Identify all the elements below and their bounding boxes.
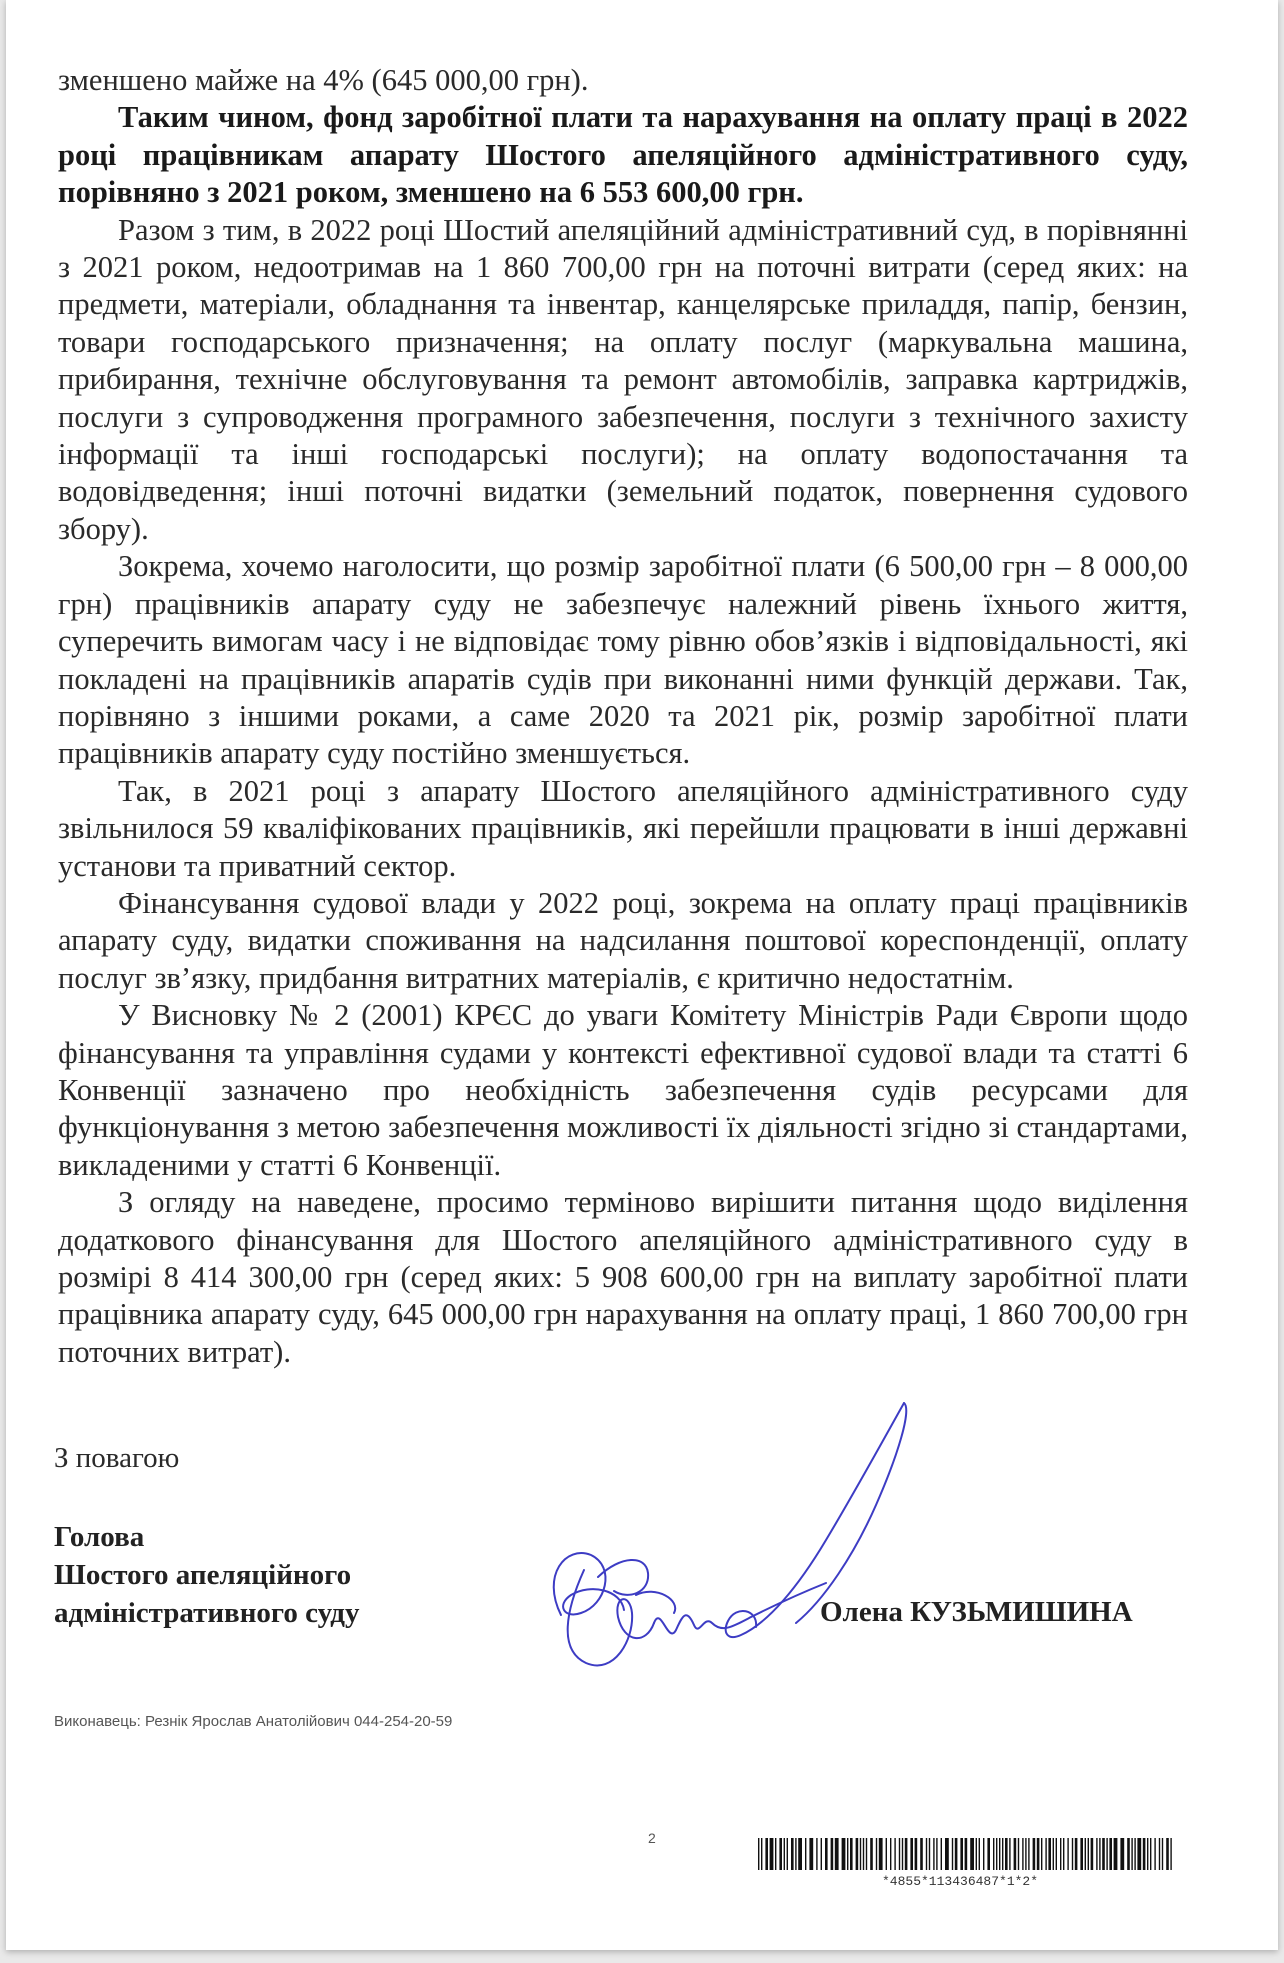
- barcode-bar: [1150, 1838, 1151, 1870]
- barcode-bar: [805, 1838, 806, 1870]
- barcode-bar: [993, 1838, 994, 1870]
- barcode-bar: [775, 1838, 776, 1870]
- paragraph-8-request: З огляду на наведене, просимо терміново вирішити питання щодо виділення додаткового фінансування для Шостого апеляційного адміністративного суду в розмірі 8 414 300,00 грн (серед яких: 5 908 600,00 грн на виплату заробітної плати працівника апарату суду, 645 000,00 грн нарахування на оплату праці, 1 860 700,00 грн поточних витрат).: [58, 1185, 1188, 1369]
- executor-info: Виконавець: Резнік Ярослав Анатолійович 044-254-20-59: [54, 1713, 453, 1730]
- barcode-bar: [905, 1838, 908, 1870]
- barcode-bar: [976, 1838, 977, 1870]
- position-line-3: адміністративного суду: [54, 1597, 360, 1629]
- barcode-bar: [941, 1838, 942, 1870]
- signer-position: [54, 1518, 359, 1632]
- barcode-bar: [1060, 1838, 1061, 1870]
- barcode-bar: [1106, 1838, 1107, 1870]
- barcode-bar: [825, 1838, 828, 1870]
- document-page: [6, 0, 1278, 1950]
- barcode-bar: [1005, 1838, 1008, 1870]
- barcode-bar: [1170, 1838, 1171, 1870]
- barcode-image: [758, 1838, 1178, 1870]
- paragraph-4: Зокрема, хочемо наголосити, що розмір заробітної плати (6 500,00 грн – 8 000,00 грн) працівників апарату суду не забезпечує належний рівень їхнього життя, суперечить вимогам часу і не відповідає тому рівню обов’язків і відповідальності, які покладені на працівників апаратів судів при виконанні ними функцій держави. Так, порівняно з іншими роками, а саме 2020 та 2021 рік, розмір заробітної плати працівників апарату суду постійно зменшується.: [58, 549, 1188, 771]
- barcode-bar: [970, 1838, 974, 1870]
- barcode-bar: [850, 1838, 853, 1870]
- barcode-bar: [791, 1838, 794, 1870]
- barcode-bar: [1137, 1838, 1141, 1870]
- barcode-bar: [1131, 1838, 1132, 1870]
- barcode-bar: [1134, 1838, 1135, 1870]
- barcode-bar: [1014, 1838, 1017, 1870]
- barcode-bar: [1041, 1838, 1042, 1870]
- barcode-bar: [936, 1838, 937, 1870]
- closing-salutation: З повагою: [54, 1442, 180, 1474]
- barcode-bar: [1075, 1838, 1078, 1870]
- barcode-bar: [879, 1838, 883, 1870]
- barcode-bar: [1109, 1838, 1112, 1870]
- barcode-bar: [1099, 1838, 1100, 1870]
- barcode-bar: [1063, 1838, 1064, 1870]
- barcode-bar: [1056, 1838, 1057, 1870]
- barcode-bar: [1033, 1838, 1036, 1870]
- barcode-bar: [965, 1838, 968, 1870]
- barcode-bar: [795, 1838, 796, 1870]
- signer-name: Олена КУЗЬМИШИНА: [820, 1596, 1133, 1628]
- barcode-bar: [915, 1838, 918, 1870]
- barcode-bar: [1080, 1838, 1083, 1870]
- barcode-bar: [952, 1838, 953, 1870]
- barcode-bar: [1009, 1838, 1010, 1870]
- barcode-bar: [926, 1838, 927, 1870]
- barcode-bar: [870, 1838, 873, 1870]
- barcode-bar: [761, 1838, 762, 1870]
- barcode-bar: [860, 1838, 861, 1870]
- barcode-bar: [821, 1838, 822, 1870]
- paragraph-2-summary: Таким чином, фонд заробітної плати та нарахування на оплату праці в 2022 році працівникам апарату Шостого апеляційного адміністративного суду, порівняно з 2021 роком, зменшено на 6 553 600,00 грн.: [58, 100, 1188, 210]
- barcode-bar: [1053, 1838, 1054, 1870]
- barcode-bar: [1037, 1838, 1040, 1870]
- paragraph-1: зменшено майже на 4% (645 000,00 грн).: [58, 63, 589, 97]
- barcode-bar: [1147, 1838, 1148, 1870]
- barcode-bar: [1002, 1838, 1003, 1870]
- barcode-bar: [890, 1838, 891, 1870]
- barcode-bar: [1096, 1838, 1097, 1870]
- position-line-1: Голова: [54, 1521, 145, 1553]
- page-number: 2: [648, 1830, 656, 1846]
- barcode-bar: [842, 1838, 846, 1870]
- barcode-bar: [758, 1838, 759, 1870]
- barcode-bar: [831, 1838, 834, 1870]
- barcode-bar: [999, 1838, 1000, 1870]
- barcode-bar: [847, 1838, 848, 1870]
- barcode-bar: [866, 1838, 867, 1870]
- paragraph-5: Так, в 2021 році з апарату Шостого апеляційного адміністративного суду звільнилося 59 кваліфікованих працівників, які перейшли працювати в інші державні установи та приватний сектор.: [58, 773, 1188, 883]
- barcode-bar: [1018, 1838, 1019, 1870]
- barcode-bar: [798, 1838, 802, 1870]
- barcode-bar: [910, 1838, 913, 1870]
- paragraph-3: Разом з тим, в 2022 році Шостий апеляційний адміністративний суд, в порівнянні з 2021 роком, недоотримав на 1 860 700,00 грн на поточні витрати (серед яких: на предмети, матеріали, обладнання та інвентар, канцелярське приладдя, папір, бензин, товари господарського призначення; на оплату послуг (маркувальна машина, прибирання, технічне обслуговування та ремонт автомобілів, заправка картриджів, послуги з супроводження програмного забезпечення, послуги з технічного захисту інформації та інші господарські послуги); на оплату водопостачання та водовідведення; інші поточні видатки (земельний податок, повернення судового збору).: [58, 212, 1188, 546]
- barcode-bar: [770, 1838, 774, 1870]
- barcode-bar: [863, 1838, 864, 1870]
- paragraph-6: Фінансування судової влади у 2022 році, зокрема на оплату праці працівників апарату суду, видатки споживання на надсилання поштової кореспонденції, оплату послуг зв’язку, придбання витратних матеріалів, є критично недостатнім.: [58, 885, 1188, 995]
- barcode-bar: [899, 1838, 900, 1870]
- barcode-bar: [835, 1838, 839, 1870]
- barcode-bar: [1025, 1838, 1026, 1870]
- barcode-bar: [929, 1838, 930, 1870]
- barcode-bar: [1088, 1838, 1089, 1870]
- barcode-bar: [987, 1838, 990, 1870]
- barcode-bar: [960, 1838, 963, 1870]
- barcode-bar: [1127, 1838, 1130, 1870]
- letter-body: [58, 62, 1188, 1371]
- barcode-bar: [1166, 1838, 1169, 1870]
- barcode-bar: [1143, 1838, 1146, 1870]
- barcode-bar: [983, 1838, 984, 1870]
- barcode-number: *4855*113436487*1*2*: [882, 1874, 1039, 1889]
- barcode-bar: [1162, 1838, 1163, 1870]
- barcode-bar: [1120, 1838, 1124, 1870]
- barcode-bar: [765, 1838, 768, 1870]
- barcode-bar: [1048, 1838, 1051, 1870]
- barcode-bar: [787, 1838, 788, 1870]
- barcode-bar: [1102, 1838, 1105, 1870]
- barcode-bar: [1091, 1838, 1094, 1870]
- barcode-bar: [894, 1838, 895, 1870]
- position-line-2: Шостого апеляційного: [54, 1559, 352, 1591]
- barcode-bar: [1028, 1838, 1029, 1870]
- barcode-bar: [1022, 1838, 1023, 1870]
- barcode-bar: [979, 1838, 980, 1870]
- barcode-bar: [1085, 1838, 1086, 1870]
- barcode-bar: [933, 1838, 934, 1870]
- handwritten-signature: [536, 1395, 926, 1695]
- barcode-bar: [1154, 1838, 1155, 1870]
- barcode-bar: [856, 1838, 859, 1870]
- barcode-bar: [809, 1838, 813, 1870]
- barcode-bar: [902, 1838, 903, 1870]
- paragraph-7: У Висновку № 2 (2001) КРЄС до уваги Комітету Міністрів Ради Європи щодо фінансування та управління судами у контексті ефективної судової влади та статті 6 Конвенції зазначено про необхідність забезпечення судів ресурсами для функціонування з метою забезпечення можливості їх діяльності згідно зі стандартами, викладеними у статті 6 Конвенції.: [58, 998, 1188, 1182]
- barcode-bar: [779, 1838, 782, 1870]
- barcode-bar: [1067, 1838, 1068, 1870]
- barcode-bar: [784, 1838, 785, 1870]
- barcode-bar: [1072, 1838, 1073, 1870]
- barcode-bar: [920, 1838, 923, 1870]
- barcode-bar: [996, 1838, 997, 1870]
- barcode-bar: [1114, 1838, 1118, 1870]
- barcode-bar: [955, 1838, 958, 1870]
- barcode-bar: [945, 1838, 949, 1870]
- barcode-bar: [876, 1838, 877, 1870]
- barcode-bar: [886, 1838, 887, 1870]
- barcode-bar: [816, 1838, 817, 1870]
- barcode-bar: [1045, 1838, 1046, 1870]
- barcode-bar: [1159, 1838, 1160, 1870]
